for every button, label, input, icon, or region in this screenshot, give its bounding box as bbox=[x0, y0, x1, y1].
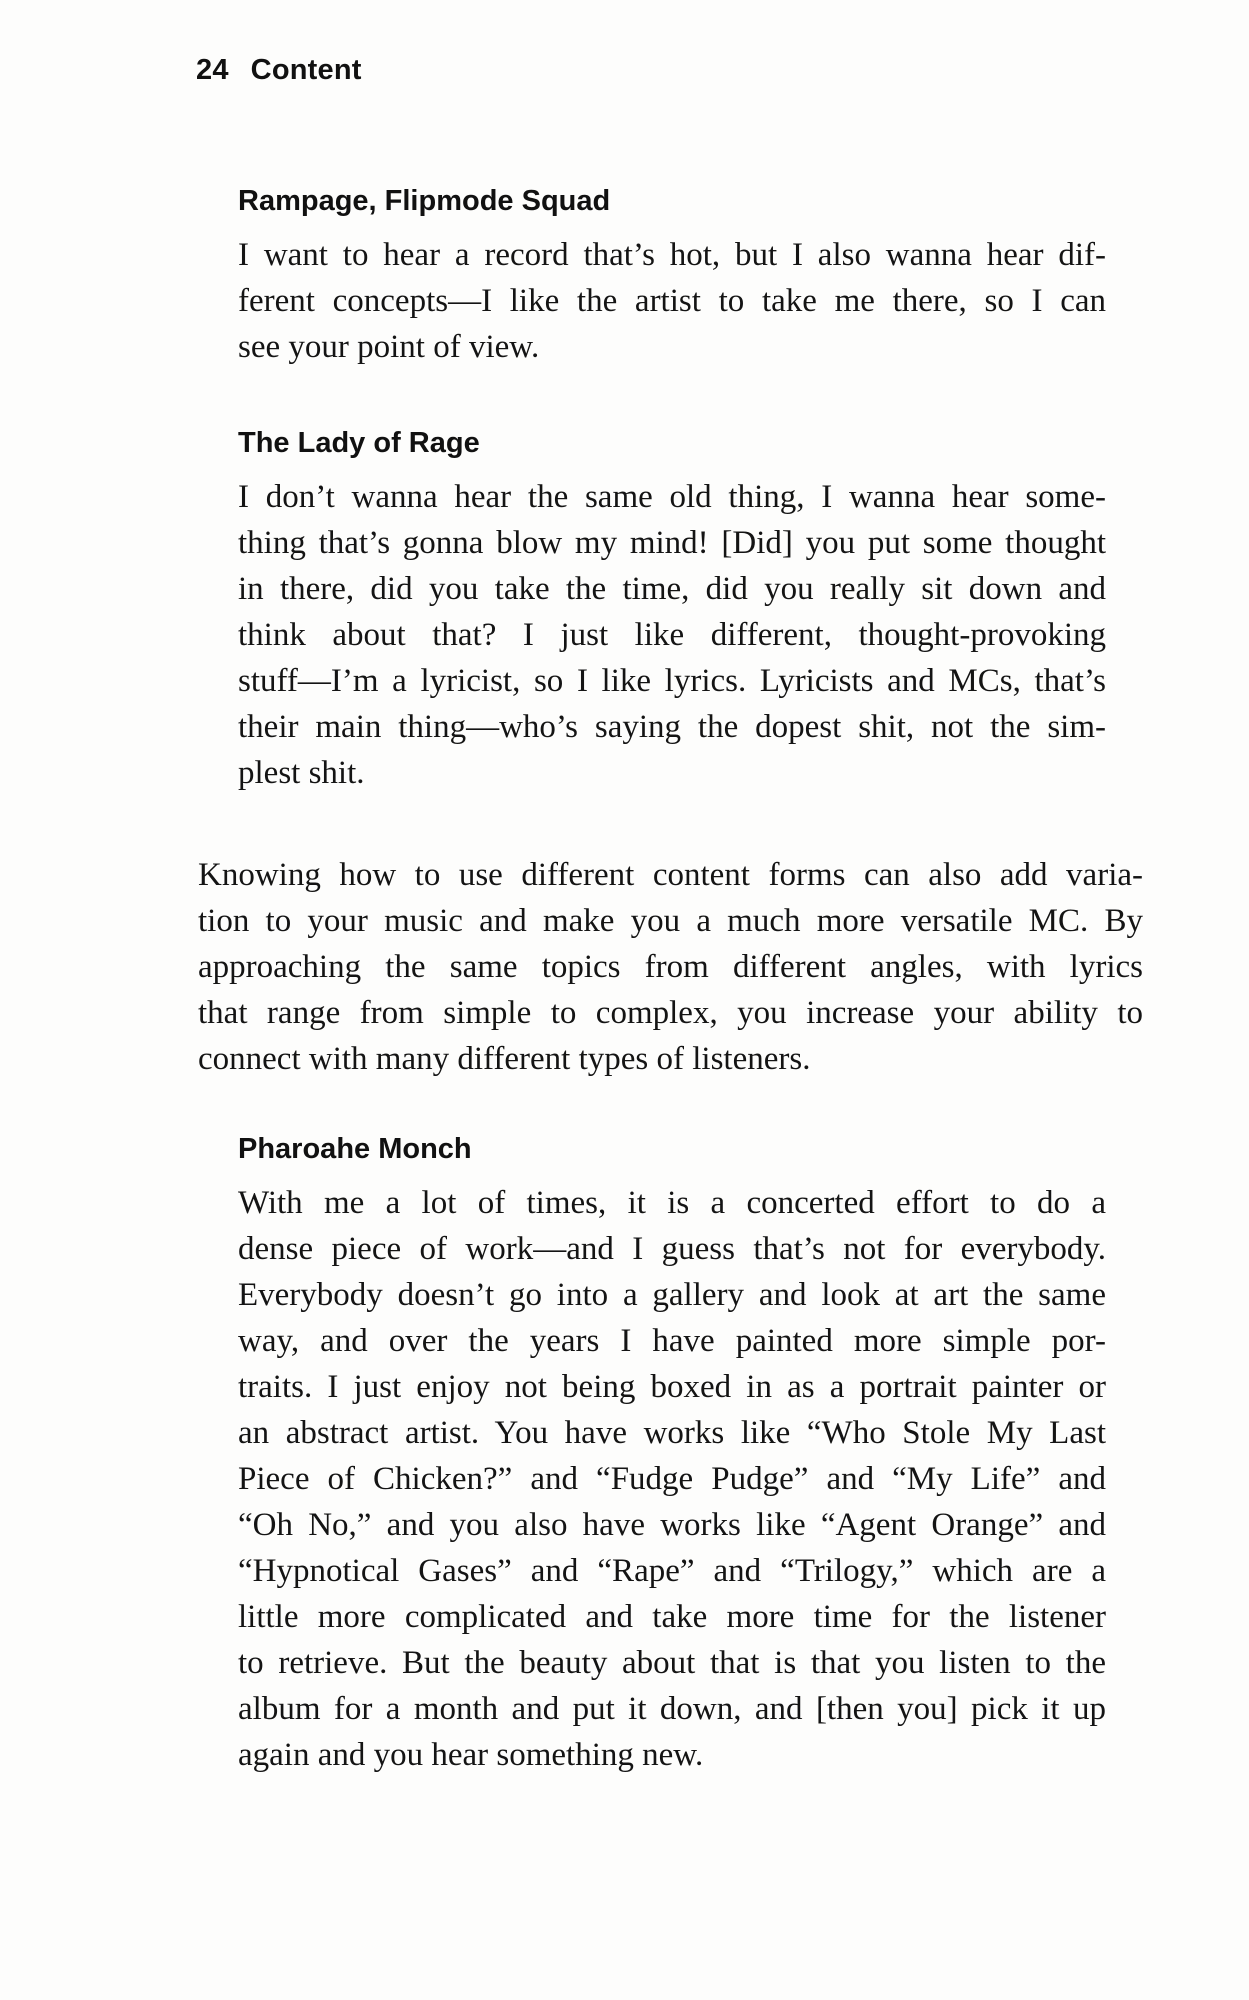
quote-line: “Hypnotical Gases” and “Rape” and “Trilogy,” which are a bbox=[238, 1553, 1106, 1589]
quote-text bbox=[238, 474, 1106, 796]
quote-line: thing that’s gonna blow my mind! [Did] you put some thought bbox=[238, 525, 1106, 561]
quote-text bbox=[238, 232, 1106, 370]
body-line: tion to your music and make you a much more versatile MC. By bbox=[198, 903, 1143, 939]
quote-line: traits. I just enjoy not being boxed in as a portrait painter or bbox=[238, 1369, 1106, 1405]
quote-line: I want to hear a record that’s hot, but I also wanna hear dif- bbox=[238, 237, 1106, 273]
speaker-name: The Lady of Rage bbox=[238, 427, 480, 459]
quote-block-rampage bbox=[238, 182, 1106, 370]
quote-line: dense piece of work—and I guess that’s not for everybody. bbox=[238, 1231, 1106, 1267]
quote-block-pharoahe-monch bbox=[238, 1130, 1106, 1778]
quote-line: little more complicated and take more time for the listener bbox=[238, 1599, 1106, 1635]
quote-line: an abstract artist. You have works like “Who Stole My Last bbox=[238, 1415, 1106, 1451]
quote-line: album for a month and put it down, and [then you] pick it up bbox=[238, 1691, 1106, 1727]
quote-line: see your point of view. bbox=[238, 329, 540, 365]
running-head bbox=[196, 54, 362, 87]
body-line: approaching the same topics from different angles, with lyrics bbox=[198, 949, 1143, 985]
quote-line: in there, did you take the time, did you really sit down and bbox=[238, 571, 1106, 607]
body-line: Knowing how to use different content forms can also add varia- bbox=[198, 857, 1143, 893]
quote-line: Everybody doesn’t go into a gallery and look at art the same bbox=[238, 1277, 1106, 1313]
section-title: Content bbox=[250, 54, 362, 86]
quote-line: I don’t wanna hear the same old thing, I wanna hear some- bbox=[238, 479, 1106, 515]
quote-line: again and you hear something new. bbox=[238, 1737, 704, 1773]
body-paragraph bbox=[198, 852, 1143, 1082]
page-number: 24 bbox=[196, 54, 229, 86]
quote-text bbox=[238, 1180, 1106, 1778]
quote-line: to retrieve. But the beauty about that is that you listen to the bbox=[238, 1645, 1106, 1681]
quote-line: “Oh No,” and you also have works like “Agent Orange” and bbox=[238, 1507, 1106, 1543]
speaker-name: Pharoahe Monch bbox=[238, 1133, 472, 1165]
quote-line: their main thing—who’s saying the dopest shit, not the sim- bbox=[238, 709, 1106, 745]
speaker-name: Rampage, Flipmode Squad bbox=[238, 185, 611, 217]
quote-line: ferent concepts—I like the artist to take me there, so I can bbox=[238, 283, 1106, 319]
quote-line: stuff—I’m a lyricist, so I like lyrics. Lyricists and MCs, that’s bbox=[238, 663, 1106, 699]
quote-line: Piece of Chicken?” and “Fudge Pudge” and “My Life” and bbox=[238, 1461, 1106, 1497]
quote-block-lady-of-rage bbox=[238, 424, 1106, 796]
quote-line: way, and over the years I have painted more simple por- bbox=[238, 1323, 1106, 1359]
body-line: that range from simple to complex, you increase your ability to bbox=[198, 995, 1143, 1031]
body-line: connect with many different types of listeners. bbox=[198, 1041, 811, 1077]
quote-line: plest shit. bbox=[238, 755, 365, 791]
quote-line: With me a lot of times, it is a concerted effort to do a bbox=[238, 1185, 1106, 1221]
quote-line: think about that? I just like different, thought-provoking bbox=[238, 617, 1106, 653]
